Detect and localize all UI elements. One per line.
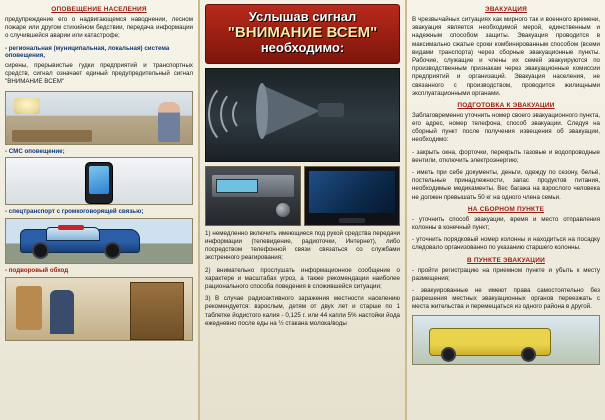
- evacuation-bus-photo: [412, 315, 600, 365]
- television-photo: [304, 166, 400, 226]
- sound-wave-3: [208, 81, 262, 147]
- door-person-one: [16, 286, 42, 330]
- assembly-item-1: - уточнить способ эвакуации, время и место отправления колонны в конечный пункт;: [412, 215, 600, 231]
- table-shape: [12, 130, 92, 142]
- main-title-line1: Услышав сигнал: [248, 9, 357, 24]
- assembly-heading: НА СБОРНОМ ПУНКТЕ: [467, 205, 545, 213]
- left-column: [0, 0, 200, 420]
- bullet-label-sms: - СМС оповещение;: [5, 147, 65, 155]
- door-frame-shape: [130, 282, 184, 340]
- preparation-item-1: - закрыть окна, форточки, перекрыть газовые и водопроводные вентили, отключить электроэнергию;: [412, 148, 600, 164]
- bus-wheel-rear: [521, 347, 536, 362]
- police-car-photo: [5, 218, 193, 264]
- main-title-line2: "ВНИМАНИЕ ВСЕМ": [227, 23, 378, 41]
- bullet-label-door-round: - подворовый обход: [5, 267, 69, 275]
- main-title-band: [205, 4, 400, 64]
- person-shape: [158, 102, 180, 142]
- left-heading: ОПОВЕЩЕНИЕ НАСЕЛЕНИЯ: [51, 6, 147, 13]
- middle-photo-row: [205, 166, 400, 226]
- bullet-label-spectransport: - спецтранспорт с громкоговорящей связью;: [5, 208, 144, 216]
- evacuation-point-item-2: - эвакуированные не имеют права самостоятельно без разрешения местных эвакуационных органов переезжать с места жительства и перемещаться из одного района в другой.: [412, 286, 600, 311]
- step-2-text: 2) внимательно прослушать информационное сообщение о характере и масштабах угроз, а также рекомендации наиболее рационального способа поведения в сложившейся ситуации;: [205, 266, 400, 291]
- horn-mouth-shape: [256, 83, 268, 139]
- radio-receiver-photo: [205, 166, 301, 226]
- mobile-phone-photo: [5, 157, 193, 205]
- car-wheel-rear: [104, 242, 121, 259]
- tv-stand-shape: [339, 218, 365, 223]
- assembly-item-2: - уточнить порядковый номер колонны и находиться на посадку следовало организованно по указанию старшего колонны.: [412, 236, 600, 252]
- car-lightbar-shape: [58, 225, 84, 230]
- radio-display-shape: [216, 179, 258, 193]
- evacuation-heading: ЭВАКУАЦИЯ: [485, 6, 527, 13]
- phone-screen-shape: [89, 166, 109, 194]
- preparation-text: Заблаговременно уточнить номер своего эвакуационного пункта, его адрес, номер телефона, способ эвакуации. Следуя на сборный пункт после получения извещения об эвакуации, необходимо:: [412, 111, 600, 144]
- preparation-heading: ПОДГОТОВКА К ЭВАКУАЦИИ: [457, 101, 555, 109]
- bullet-text-regional: сирены, прерывистые гудки предприятий и транспортных средств, сигнал означает единый предупредительный сигнал "ВНИМАНИЕ ВСЕМ": [5, 62, 193, 86]
- step-1-text: 1) немедленно включить имеющиеся под рукой средства передачи информации (телевидение, радиоточки, Интернет), либо посредством телефонной связи связаться со службами экстренного реагирования;: [205, 229, 400, 262]
- car-wheel-front: [32, 242, 49, 259]
- evacuation-point-heading: В ПУНКТЕ ЭВАКУАЦИИ: [467, 256, 545, 264]
- bus-wheel-front: [441, 347, 456, 362]
- evacuation-text: В чрезвычайных ситуациях как мирного так и военного времени, эвакуация является необходимой мерой, единственным и надежным способом защиты. Эвакуация проводится в максимально сжатые сроки комбинированным способом (всеми видами транспорта) через сборные эвакуационные пункты. Рабочие, служащие и члены их семей эвакуируются по производственным признакам через эвакуационные комиссии предприятий и организаций. Эвакуация населения, не связанного с производством, проводится жилищными эксплуатационными органами.: [412, 16, 600, 97]
- middle-column: [200, 0, 405, 420]
- tv-screen-shape: [309, 171, 395, 213]
- room-broadcast-photo: [5, 91, 193, 145]
- bullet-label-regional: - региональная (муниципальная, локальная) система оповещения,: [5, 44, 170, 60]
- main-title-line3: необходимо:: [260, 40, 345, 56]
- preparation-item-2: - иметь при себе документы, деньги, одежду по сезону, бельё, постельные принадлежности, запас продуктов питания, необходимые медикаменты. Вес багажа на взрослого человека не должен превышать 50 кг на одного члена семьи.: [412, 169, 600, 201]
- evacuation-point-item-1: - пройти регистрацию на приемном пункте и убыть к месту размещения;: [412, 266, 600, 282]
- loudspeaker-horn-photo: [205, 68, 400, 162]
- main-title: [210, 10, 395, 56]
- horn-cone-shape: [262, 85, 320, 137]
- step-3-text: 3) В случае радиоактивного заражения местности населению рекомендуется: взрослым, детям от двух лет и старше по 1 таблетке йодистого калия - 0,125 г. или 44 капли 5% настойки йода ежедневно после еды на ½ стакана молока/воды: [205, 295, 400, 327]
- door-knock-photo: [5, 277, 193, 341]
- lamp-shape: [14, 98, 40, 114]
- horn-driver-shape: [318, 103, 344, 117]
- left-intro-text: предупреждение его о надвигающемся наводнении, лесном пожаре или другом стихийном бедствии, передача информации о случившейся аварии или катастрофе;: [5, 16, 193, 40]
- right-column: [405, 0, 605, 420]
- radio-knob-shape: [276, 203, 290, 217]
- door-person-two: [50, 290, 74, 334]
